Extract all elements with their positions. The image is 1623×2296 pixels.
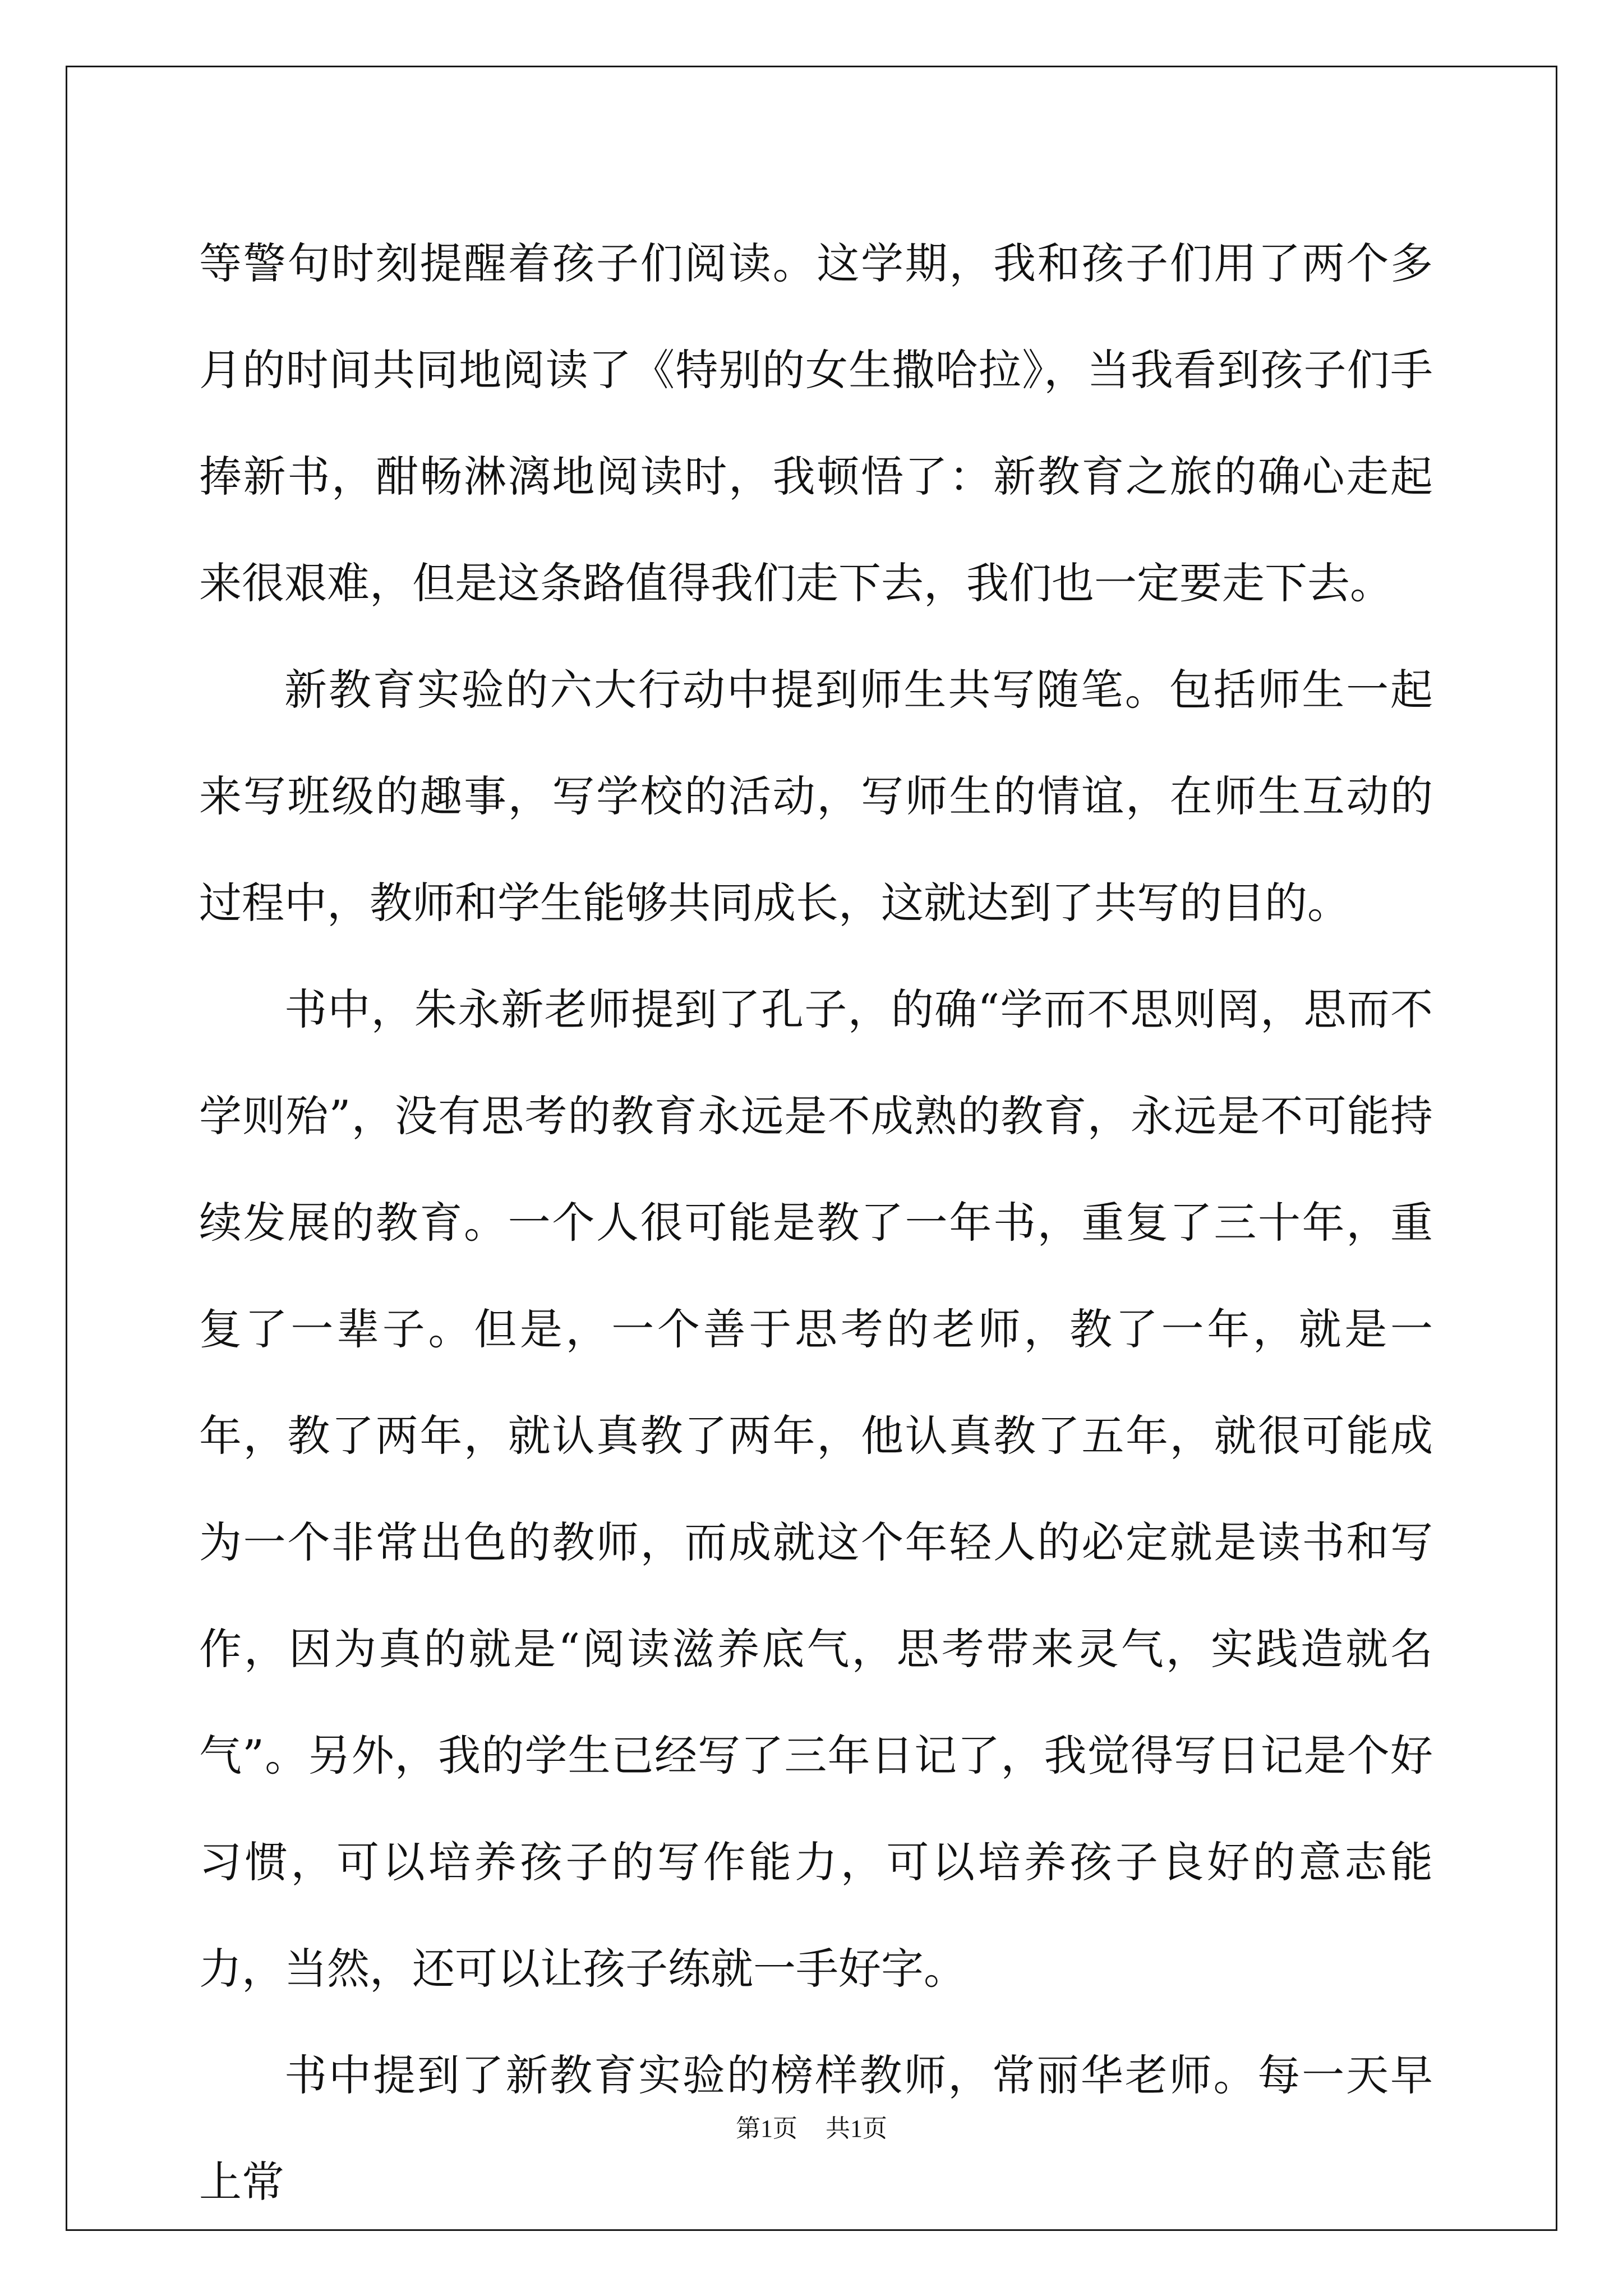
paragraph: 书中提到了新教育实验的榜样教师，常丽华老师。每一天早上常 <box>199 2050 1433 2207</box>
page-total: 共1页 <box>826 2115 887 2142</box>
paragraph: 新教育实验的六大行动中提到师生共写随笔。包括师生一起来写班级的趣事，写学校的活动，写师生的情谊，在师生互动的过程中，教师和学生能够共同成长，这就达到了共写的目的。 <box>199 665 1433 928</box>
paragraph: 等警句时刻提醒着孩子们阅读。这学期，我和孩子们用了两个多月的时间共同地阅读了《特别的女生撒哈拉》，当我看到孩子们手捧新书，酣畅淋漓地阅读时，我顿悟了：新教育之旅的确心走起来很艰难，但是这条路值得我们走下去，我们也一定要走下去。 <box>199 238 1433 608</box>
page-number: 第1页 <box>736 2115 797 2142</box>
document-body <box>199 210 1433 2235</box>
page-footer <box>0 2108 1623 2144</box>
paragraph: 书中，朱永新老师提到了孔子，的确“学而不思则罔，思而不学则殆”，没有思考的教育永远是不成熟的教育，永远是不可能持续发展的教育。一个人很可能是教了一年书，重复了三十年，重复了一辈子。但是，一个善于思考的老师，教了一年，就是一年，教了两年，就认真教了两年，他认真教了五年，就很可能成为一个非常出色的教师，而成就这个年轻人的必定就是读书和写作，因为真的就是“阅读滋养底气，思考带来灵气，实践造就名气”。另外，我的学生已经写了三年日记了，我觉得写日记是个好习惯，可以培养孩子的写作能力，可以培养孩子良好的意志能力，当然，还可以让孩子练就一手好字。 <box>199 984 1433 1994</box>
